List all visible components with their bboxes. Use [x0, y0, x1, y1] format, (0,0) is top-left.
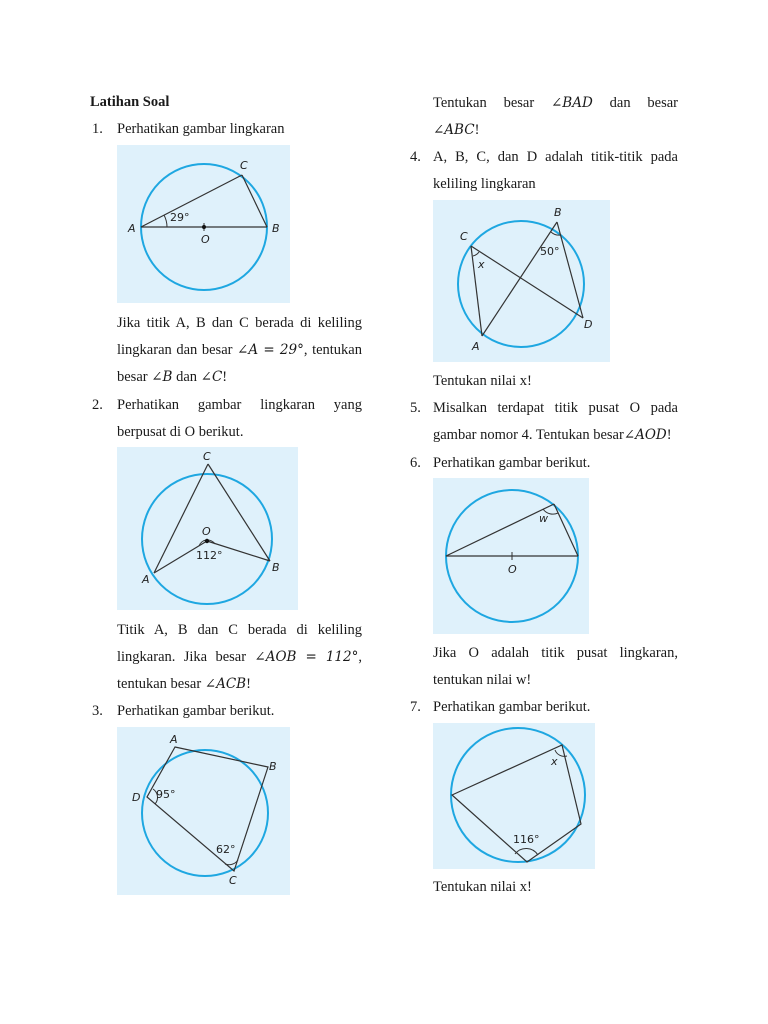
q3-label-c: C [229, 874, 237, 887]
q7-question: Tentukan nilai x! [433, 879, 532, 895]
q1-chord-ac [141, 175, 242, 227]
q1-line2-b: , tentukan [303, 342, 362, 358]
q3-c2-b: ! [474, 122, 480, 138]
q7-intro: Perhatikan gambar berikut. [433, 699, 591, 715]
q2-line5-b: ! [246, 676, 251, 692]
q3-question-line1 [433, 94, 678, 112]
q6-intro: Perhatikan gambar berikut. [433, 455, 591, 471]
q1-label-o: O [201, 233, 210, 246]
q3-question-line2 [433, 121, 479, 139]
q2-text-line1: Perhatikan gambar lingkaran yang [117, 397, 362, 413]
q1-angle-arc [164, 215, 167, 227]
q6-text-line2: tentukan nilai w! [433, 672, 532, 688]
q2-text-line4 [117, 648, 362, 666]
q5-number: 5. [410, 400, 421, 416]
q2-label-o: O [202, 525, 211, 538]
q6-chord-right [554, 504, 578, 556]
q4-label-d: D [584, 318, 593, 331]
q3-label-d: D [132, 791, 141, 804]
q7-figure [433, 723, 595, 869]
q3-number: 3. [92, 703, 103, 719]
q1-text-line2 [117, 341, 362, 359]
q3-c1-b: dan besar [592, 95, 678, 111]
q6-angle-w-label: w [539, 512, 548, 525]
q4-angle-x-label: x [478, 258, 485, 271]
q1-line2-a: lingkaran dan besar [117, 342, 238, 358]
q1-math-angle-b: ∠B [151, 369, 173, 385]
q4-text-line2: keliling lingkaran [433, 176, 536, 192]
q1-text-line3 [117, 368, 227, 386]
q6-number: 6. [410, 455, 421, 471]
q2-label-b: B [272, 561, 280, 574]
q4-question: Tentukan nilai x! [433, 373, 532, 389]
q3-angle-c-label: 62° [216, 843, 236, 856]
q7-angle-x-label: x [551, 755, 558, 768]
q7-number: 7. [410, 699, 421, 715]
q4-diagram [433, 200, 610, 362]
q4-angle-c-arc [473, 252, 479, 256]
q4-figure [433, 200, 610, 362]
q2-math-aob: ∠AOB = 112° [254, 649, 359, 665]
q6-diagram [433, 478, 589, 634]
q3-math-bad: ∠BAD [551, 95, 593, 111]
q2-angle-label: 112° [196, 549, 223, 562]
q3-angle-d-label: 95° [156, 788, 176, 801]
q3-label-b: B [269, 760, 277, 773]
q6-label-o: O [508, 563, 517, 576]
q1-math-angle-c: ∠C [200, 369, 223, 385]
q1-label-b: B [272, 222, 280, 235]
page-heading: Latihan Soal [90, 94, 170, 110]
q4-label-a: A [472, 340, 480, 353]
q5-text-line1: Misalkan terdapat titik pusat O pada [433, 400, 678, 416]
q1-chord-cb [242, 175, 267, 227]
q4-chord-ab [482, 222, 557, 336]
q2-line4-a: lingkaran. Jika besar [117, 649, 255, 665]
q2-line5-a: tentukan besar [117, 676, 205, 692]
q2-chord-cb [208, 464, 270, 561]
q1-angle-label: 29° [170, 211, 190, 224]
q4-angle-b-label: 50° [540, 245, 560, 258]
q3-c1-a: Tentukan besar [433, 95, 551, 111]
q4-label-b: B [554, 206, 562, 219]
q2-center-dot [205, 539, 209, 543]
q3-diagram [117, 727, 290, 895]
q1-intro: Perhatikan gambar lingkaran [117, 121, 285, 137]
q1-label-a: A [128, 222, 136, 235]
q1-line3-c: ! [222, 369, 228, 385]
q3-circle [142, 750, 268, 876]
q3-math-abc: ∠ABC [433, 122, 475, 138]
q2-label-a: A [142, 573, 150, 586]
q3-intro: Perhatikan gambar berikut. [117, 703, 275, 719]
q2-text-line3: Titik A, B dan C berada di keliling [117, 622, 362, 638]
q2-number: 2. [92, 397, 103, 413]
q1-text-line1: Jika titik A, B dan C berada di keliling [117, 315, 362, 331]
q1-diagram [117, 145, 290, 303]
q4-circle [458, 221, 584, 347]
q4-label-c: C [460, 230, 468, 243]
q1-number: 1. [92, 121, 103, 137]
q6-figure [433, 478, 589, 634]
q4-number: 4. [410, 149, 421, 165]
q1-center-dot [202, 225, 206, 229]
q5-text-line2 [433, 426, 672, 444]
q2-figure [117, 447, 298, 610]
q6-text-line1: Jika O adalah titik pusat lingkaran, [433, 645, 678, 661]
q1-line3-a: besar [117, 369, 152, 385]
q7-angle-label: 116° [513, 833, 540, 846]
q5-line2-b: ! [666, 427, 672, 443]
q2-label-c: C [203, 450, 211, 463]
q5-math-aod: ∠AOD [623, 427, 667, 443]
q2-diagram [117, 447, 298, 610]
q1-figure [117, 145, 290, 303]
q4-text-line1: A, B, C, dan D adalah titik-titik pada [433, 149, 678, 165]
q2-text-line2: berpusat di O berikut. [117, 424, 244, 440]
q1-label-c: C [240, 159, 248, 172]
q3-label-a: A [170, 733, 178, 746]
q3-figure [117, 727, 290, 895]
q7-diagram [433, 723, 595, 869]
q2-text-line5 [117, 675, 251, 693]
q5-line2-a: gambar nomor 4. Tentukan besar [433, 427, 624, 443]
q3-quadrilateral-abcd [147, 747, 268, 871]
q1-math-angle-a: ∠A = 29° [237, 342, 304, 358]
q1-line3-b: dan [172, 369, 201, 385]
q2-math-acb: ∠ACB [204, 676, 247, 692]
q2-line4-b: , [358, 649, 362, 665]
